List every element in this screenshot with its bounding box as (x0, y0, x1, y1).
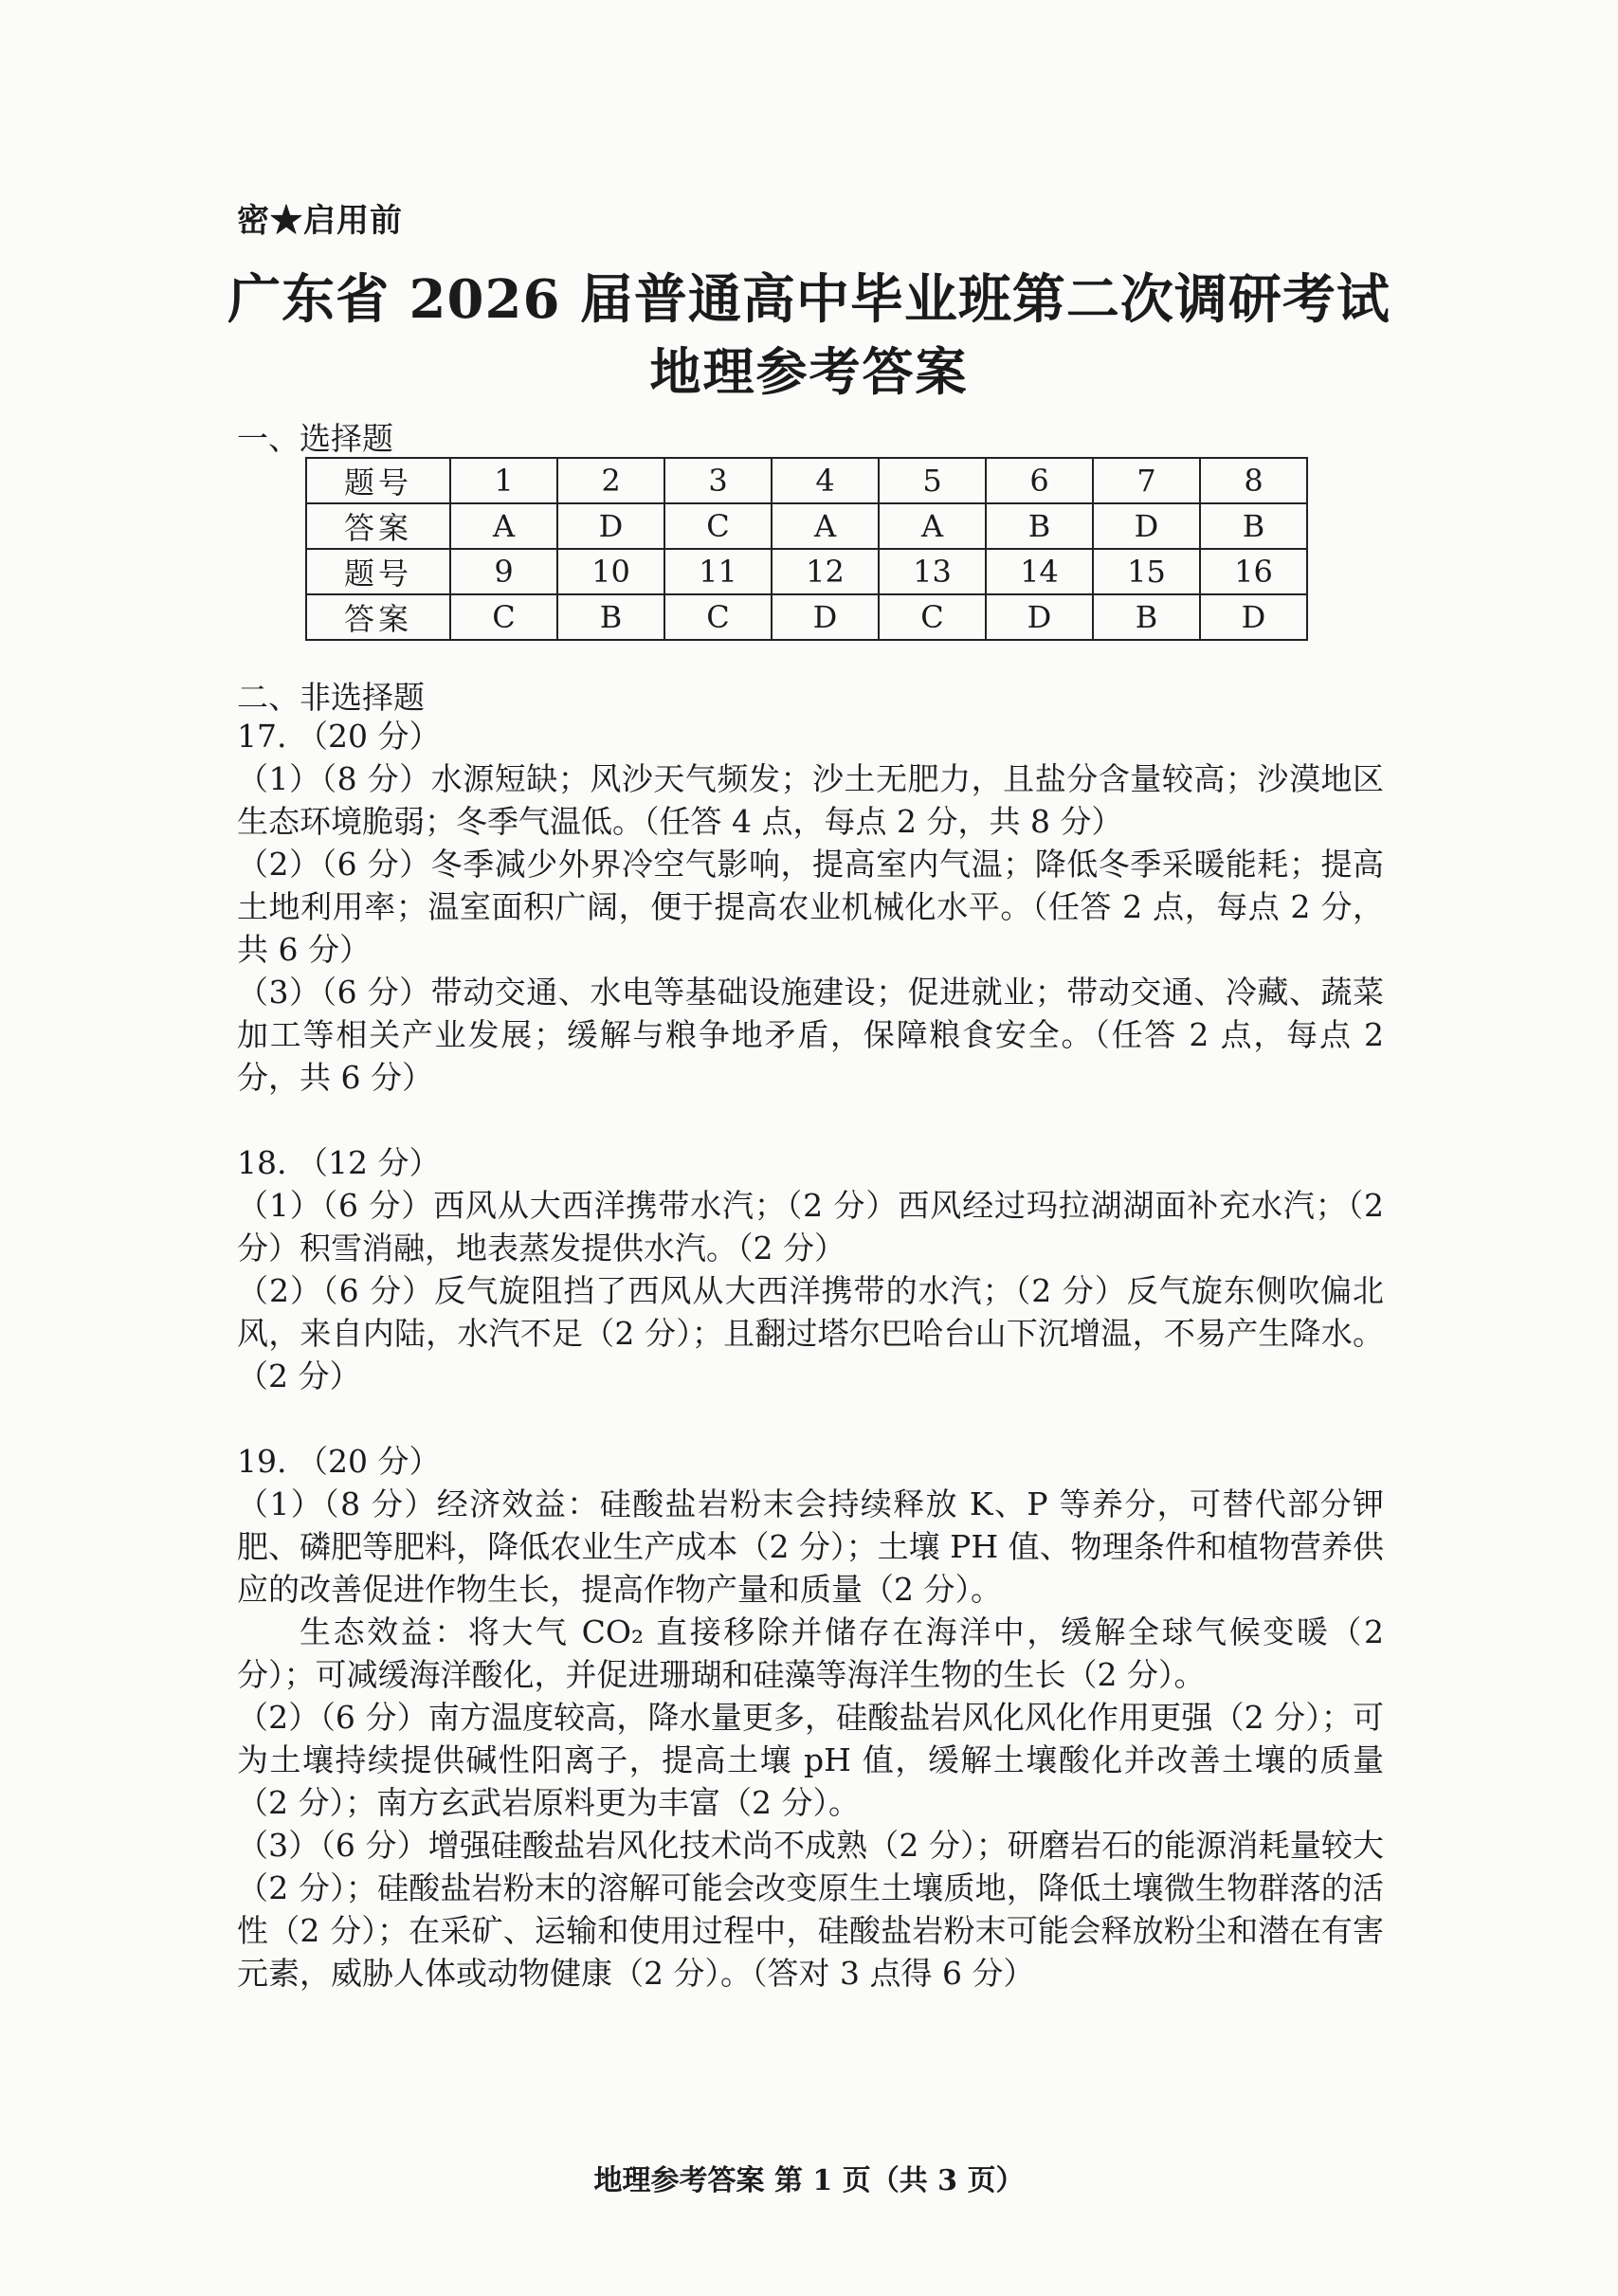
answer-table-cell: B (986, 503, 1093, 549)
answer-table-cell: D (1093, 503, 1200, 549)
answer-table-row (306, 503, 1307, 549)
answer-table-cell: B (557, 594, 664, 640)
answer-table-cell: A (772, 503, 879, 549)
answer-table-cell: A (879, 503, 986, 549)
question-19-part-2: （2）（6 分）南方温度较高，降水量更多，硅酸盐岩风化风化作用更强（2 分）；可为土壤持续提供碱性阳离子，提高土壤 pH 值，缓解土壤酸化并改善土壤的质量（2 分）；南方玄武岩原料更为丰富（2 分）。 (237, 1699, 1384, 1821)
answer-table-row-label: 题号 (306, 549, 450, 594)
answer-table-cell: 8 (1200, 458, 1307, 503)
question-17-heading: 17. （20 分） (237, 718, 441, 755)
answer-table-cell: A (450, 503, 557, 549)
answer-table-cell: D (772, 594, 879, 640)
answer-table-cell: C (664, 594, 772, 640)
question-18-heading: 18. （12 分） (237, 1144, 441, 1181)
section-multiple-choice-heading: 一、选择题 (237, 420, 393, 457)
answer-table-row (306, 458, 1307, 503)
answer-table-cell: 7 (1093, 458, 1200, 503)
answer-table-cell: 1 (450, 458, 557, 503)
document-subtitle: 地理参考答案 (649, 341, 969, 402)
question-19-part-1: （1）（8 分）经济效益：硅酸盐岩粉末会持续释放 K、P 等养分，可替代部分钾肥、磷肥等肥料，降低农业生产成本（2 分）；土壤 PH 值、物理条件和植物营养供应的改善促进作物生长，提高作物产量和质量（2 分）。 (237, 1485, 1384, 1608)
answer-table-row-label: 题号 (306, 458, 450, 503)
question-18-part-2: （2）（6 分）反气旋阻挡了西风从大西洋携带的水汽；（2 分）反气旋东侧吹偏北风，来自内陆，水汽不足（2 分）；且翻过塔尔巴哈台山下沉增温，不易产生降水。（2 分） (237, 1272, 1384, 1394)
question-18-part-1: （1）（6 分）西风从大西洋携带水汽；（2 分）西风经过玛拉湖湖面补充水汽；（2 分）积雪消融，地表蒸发提供水汽。（2 分） (237, 1187, 1384, 1266)
answer-table-cell: 10 (557, 549, 664, 594)
answer-table-cell: 9 (450, 549, 557, 594)
question-19-heading: 19. （20 分） (237, 1443, 441, 1480)
answer-table-cell: 13 (879, 549, 986, 594)
multiple-choice-answer-table (305, 457, 1308, 641)
page-footer: 地理参考答案 第 1 页（共 3 页） (593, 2164, 1025, 2197)
answer-table-cell: 3 (664, 458, 772, 503)
confidential-mark: 密★启用前 (237, 202, 403, 240)
answer-table-cell: 12 (772, 549, 879, 594)
free-response-answers (237, 715, 1384, 1995)
section-free-response-heading: 二、非选择题 (237, 679, 425, 716)
answer-table-row-label: 答案 (306, 503, 450, 549)
question-17-part-1: （1）（8 分）水源短缺；风沙天气频发；沙土无肥力，且盐分含量较高；沙漠地区生态环境脆弱；冬季气温低。（任答 4 点，每点 2 分，共 8 分） (237, 760, 1384, 840)
answer-table-cell: 6 (986, 458, 1093, 503)
exam-title: 广东省 2026 届普通高中毕业班第二次调研考试 (227, 268, 1391, 331)
answer-table-cell: B (1093, 594, 1200, 640)
answer-table-cell: D (557, 503, 664, 549)
answer-table-cell: 2 (557, 458, 664, 503)
answer-table-cell: 16 (1200, 549, 1307, 594)
question-17-part-2: （2）（6 分）冬季减少外界冷空气影响，提高室内气温；降低冬季采暖能耗；提高土地利用率；温室面积广阔，便于提高农业机械化水平。（任答 2 点，每点 2 分，共 6 分） (237, 846, 1384, 968)
answer-table-cell: D (1200, 594, 1307, 640)
answer-table-cell: D (986, 594, 1093, 640)
answer-table-cell: 15 (1093, 549, 1200, 594)
answer-table-cell: C (450, 594, 557, 640)
answer-table-row (306, 549, 1307, 594)
answer-table-cell: C (879, 594, 986, 640)
answer-table-cell: 5 (879, 458, 986, 503)
answer-table-cell: B (1200, 503, 1307, 549)
question-19-ecological-benefit: 生态效益：将大气 CO₂ 直接移除并储存在海洋中，缓解全球气候变暖（2 分）；可减缓海洋酸化，并促进珊瑚和硅藻等海洋生物的生长（2 分）。 (237, 1613, 1384, 1693)
answer-table-cell: 11 (664, 549, 772, 594)
answer-table-cell: 4 (772, 458, 879, 503)
question-19-part-3: （3）（6 分）增强硅酸盐岩风化技术尚不成熟（2 分）；研磨岩石的能源消耗量较大（2 分）；硅酸盐岩粉末的溶解可能会改变原生土壤质地，降低土壤微生物群落的活性（2 分）；在采矿、运输和使用过程中，硅酸盐岩粉末可能会释放粉尘和潜在有害元素，威胁人体或动物健康（2 分）。（答对 3 点得 6 分） (237, 1827, 1384, 1992)
question-17-part-3: （3）（6 分）带动交通、水电等基础设施建设；促进就业；带动交通、冷藏、蔬菜加工等相关产业发展；缓解与粮争地矛盾，保障粮食安全。（任答 2 点，每点 2 分，共 6 分） (237, 974, 1384, 1096)
answer-table-cell: 14 (986, 549, 1093, 594)
answer-table-row-label: 答案 (306, 594, 450, 640)
answer-table-cell: C (664, 503, 772, 549)
answer-table-row (306, 594, 1307, 640)
